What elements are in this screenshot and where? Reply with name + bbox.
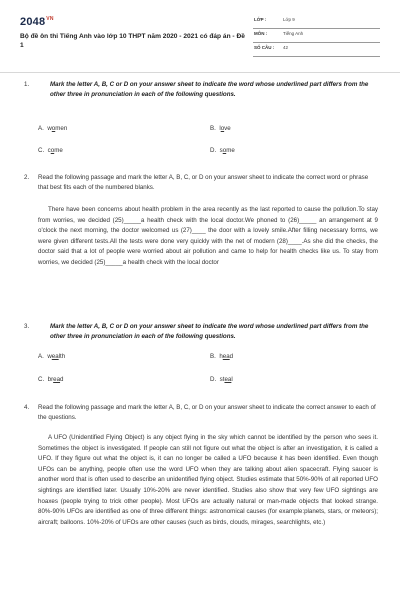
question-instruction: Read the following passage and mark the letter A, B, C, or D on your answer sheet to indicate the correct answer to each of the questions. — [38, 404, 376, 421]
option-a[interactable]: A. wealth — [38, 353, 66, 360]
meta-row-subject — [253, 30, 380, 43]
document-title: Bộ đề ôn thi Tiếng Anh vào lớp 10 THPT năm 2020 - 2021 có đáp án - Đề 1 — [20, 33, 245, 49]
question-number: 3. — [24, 323, 30, 330]
meta-value: Lớp 9 — [283, 17, 295, 22]
meta-key: LỚP : — [254, 17, 267, 22]
reading-passage: A UFO (Unidentified Flying Object) is any object flying in the sky which cannot be identified by the person who sees it. Sometimes the object is investigated. If people can still not figure out what the object is after an investigation, it is called a UFO. If they figure out what the object is, it can no longer be called a UFO because it has been identified. Even though UFOs can be anything, people often use the word UFO when they are talking about alien spacecraft. Flying saucer is another word that is often used to describe an unidentified flying object. Studies estimate that 50%-90% of all reported UFO sightings are identified later. Usually 10%-20% are never identified. Studies also show that very few UFO sightings are hoaxes (people trying to trick other people). Most UFOs are actually natural or man-made objects that looked strange. 80%-90% UFOs are identified as one of three different things: astronomical causes (for example:planets, stars, or meteors); aircraft; balloons. 10%-20% of UFOs are other causes (such as birds, clouds, mirages, searchlights, etc.) — [38, 434, 378, 526]
meta-value: 42 — [283, 45, 289, 50]
question-instruction: Read the following passage and mark the letter A, B, C, or D on your answer sheet to indicate the correct word or phrase that best fits each of the numbered blanks. — [38, 174, 369, 191]
option-c[interactable]: C. come — [38, 147, 63, 154]
option-d[interactable]: D. steal — [210, 376, 233, 383]
header-divider — [0, 72, 400, 73]
question-number: 4. — [24, 404, 30, 411]
meta-row-count — [253, 44, 380, 57]
meta-value: Tiếng Anh — [283, 31, 304, 36]
logo-sub: VN — [46, 16, 54, 23]
reading-passage: There have been concerns about health problem in the area recently as the last reported to cause the pollution.To stay from worries, we decided (25)_____a health check with the local doctor.We phoned to (26)_____ an arrangement at 9 o'clock the next morning, the doctor welcomed us (27)____ the door with a lovely smile.After filling necessary forms, we were given different tests.All the tests were done very quickly with the net of modern (28)____.As she did the checks, the doctor said that a lot of people were worried about air pollution and came to help for health checks like us. To stay from worries, we decided (25)_____a health check with the local doctor — [38, 206, 378, 266]
option-a[interactable]: A. women — [38, 125, 68, 132]
document-header — [20, 16, 380, 60]
site-logo[interactable] — [20, 16, 54, 28]
logo-main: 2048 — [20, 16, 46, 28]
option-b[interactable]: B. head — [210, 353, 234, 360]
option-c[interactable]: C. bread — [38, 376, 64, 383]
meta-key: MÔN : — [254, 31, 268, 36]
meta-row-class — [253, 16, 380, 29]
question-number: 2. — [24, 174, 30, 181]
question-instruction: Mark the letter A, B, C or D on your answer sheet to indicate the word whose underlined part differs from the other three in pronunciation in each of the following questions. — [50, 81, 369, 98]
option-d[interactable]: D. some — [210, 147, 235, 154]
question-number: 1. — [24, 81, 30, 88]
question-instruction: Mark the letter A, B, C or D on your answer sheet to indicate the word whose underlined part differs from the other three in pronunciation in each of the following questions. — [50, 323, 369, 340]
meta-key: SỐ CÂU : — [254, 45, 275, 50]
option-b[interactable]: B. love — [210, 125, 231, 132]
